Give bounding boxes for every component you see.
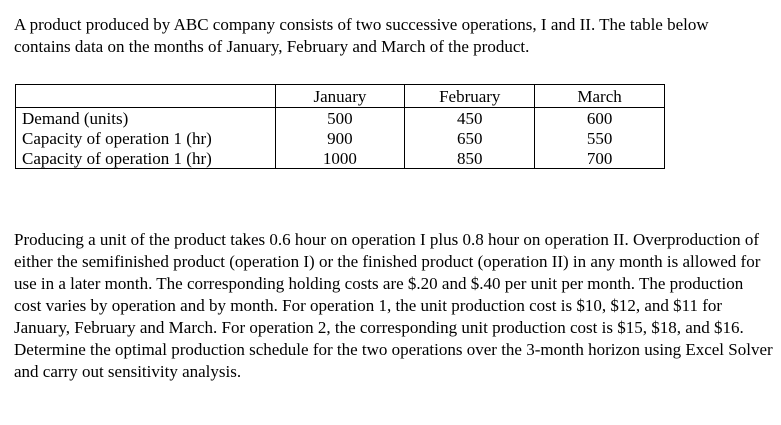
- table-cell: 900: [275, 128, 405, 148]
- table-cell: 850: [405, 148, 535, 169]
- table-row-capacity-2: [16, 148, 665, 169]
- table-row-demand: [16, 108, 665, 129]
- table-cell: 450: [405, 108, 535, 129]
- table-cell: 700: [535, 148, 665, 169]
- row-label: Capacity of operation 1 (hr): [16, 148, 276, 169]
- problem-paragraph: Producing a unit of the product takes 0.6 hour on operation I plus 0.8 hour on operation II. Overproduction of either the semifinished product (operation I) or the finished product (operation II) in any month is allowed for use in a later month. The corresponding holding costs are $.20 and $.40 per unit per month. The production cost varies by operation and by month. For operation 1, the unit production cost is $10, $12, and $11 for January, February and March. For operation 2, the corresponding unit production cost is $15, $18, and $16. Determine the optimal production schedule for the two operations over the 3-month horizon using Excel Solver and carry out sensitivity analysis.: [14, 230, 773, 381]
- table-cell: 550: [535, 128, 665, 148]
- column-header-february: February: [405, 85, 535, 108]
- table-cell: 500: [275, 108, 405, 129]
- intro-paragraph: A product produced by ABC company consists of two successive operations, I and II. The table below contains data on the months of January, February and March of the product.: [14, 15, 709, 56]
- table-header-row: [16, 85, 665, 108]
- table-cell: 1000: [275, 148, 405, 169]
- table-cell: 600: [535, 108, 665, 129]
- row-label: Capacity of operation 1 (hr): [16, 128, 276, 148]
- monthly-data-table: [15, 84, 665, 169]
- column-header-january: January: [275, 85, 405, 108]
- table-row-capacity-1: [16, 128, 665, 148]
- table-cell: 650: [405, 128, 535, 148]
- column-header-march: March: [535, 85, 665, 108]
- row-label: Demand (units): [16, 108, 276, 129]
- table-corner-cell: [16, 85, 276, 108]
